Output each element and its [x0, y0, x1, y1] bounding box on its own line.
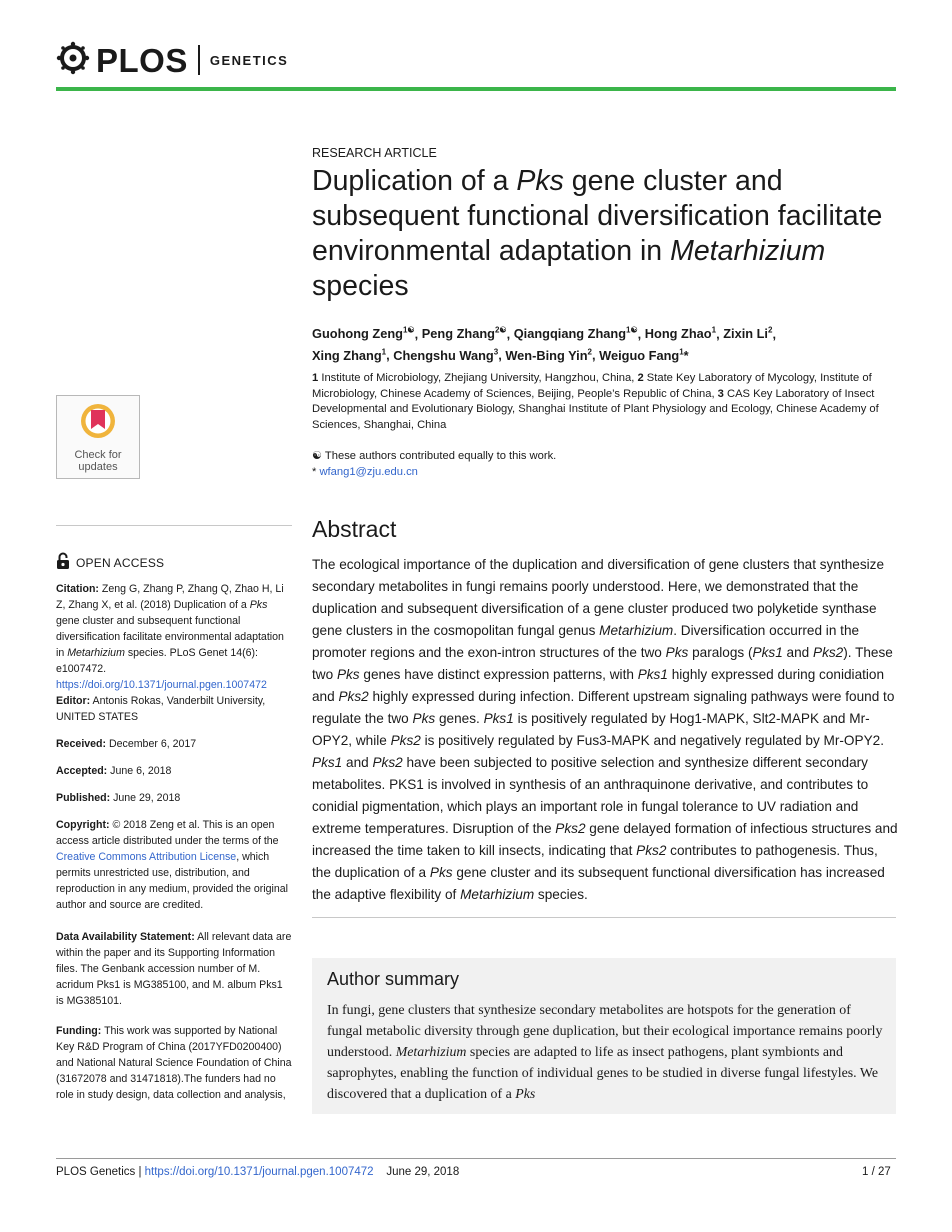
text-run: highly expressed during conidiation and	[312, 667, 885, 704]
text-run: Pks1	[637, 667, 668, 682]
author-name: Peng Zhang	[421, 326, 495, 342]
text-run: species. PLoS Genet 14(6): e1007472.	[56, 647, 258, 675]
field-label: Published:	[56, 792, 111, 804]
text-run: Pks2	[390, 733, 421, 748]
plos-emblem-icon	[56, 41, 90, 80]
affiliation-number: 1	[312, 372, 319, 384]
author	[312, 348, 386, 363]
corresponding-author	[312, 465, 418, 481]
article-title	[312, 164, 912, 304]
abstract-body	[312, 554, 900, 906]
text-run: Pks	[665, 645, 689, 660]
text-run: © 2018 Zeng et al. This is an open access article distributed under the terms of the	[56, 819, 279, 847]
title-part: species	[312, 270, 409, 302]
affiliation-text: State Key Laboratory of Mycology, Institute of Microbiology, Chinese Academy of Sciences, Beijing, People’s Republic of China,	[312, 372, 872, 400]
author	[422, 326, 507, 341]
text-run: Pks2	[636, 843, 667, 858]
open-lock-icon	[56, 552, 70, 573]
text-run: June 29, 2018	[110, 792, 181, 804]
affiliation-number: 3	[717, 387, 724, 400]
equal-contribution-note: ☯ These authors contributed equally to this work.	[312, 450, 557, 462]
text-run: paralogs (	[688, 645, 753, 660]
email-link[interactable]: wfang1@zju.edu.cn	[319, 466, 418, 478]
text-run: The ecological importance of the duplication and diversification of gene clusters that synthesize secondary metabolites in fungi remains poorly understood. Here, we demonstrated that the duplication and subsequent diversification of a gene cluster produced two polyketide synthase gene clusters in the cosmopolitan fungal genus	[312, 557, 885, 638]
text-run: Pks1	[483, 711, 514, 726]
sidebar-divider	[56, 525, 292, 526]
author	[505, 348, 592, 363]
author	[723, 326, 772, 341]
text-run: is positively regulated by Fus3-MAPK and negatively regulated by Mr-OPY2.	[420, 733, 884, 748]
text-run: Zeng G, Zhang P, Zhang Q, Zhao H, Li Z, Zhang X, et al. (2018) Duplication of a	[56, 583, 284, 611]
funding	[56, 1023, 292, 1103]
author-name: Wen-Bing Yin	[505, 347, 588, 363]
author-affiliation-mark: 1	[381, 347, 387, 357]
inline-link[interactable]: Creative Commons Attribution License	[56, 851, 237, 863]
author-name: Xing Zhang	[312, 347, 382, 363]
text-run: Pks2	[555, 821, 586, 836]
author-list: Guohong Zeng$^{1☯}$, Peng Zhang$^{2☯}$, Qiangqiang Zhang$^{1☯}$, Hong Zhao$^1$, Zixin Li$^2$, Xing Zhang$^1$, Chengshu Wang$^3$, Wen-Bing Yin$^2$, Weiguo Fang$^1$*	[312, 326, 777, 363]
author-affiliation-mark: 2	[587, 347, 592, 357]
text-run: Pks	[412, 711, 436, 726]
text-run: Antonis Rokas, Vanderbilt University, UNITED STATES	[56, 695, 266, 723]
text-run: highly expressed during infection. Different upstream signaling pathways were found to regulate the two	[312, 689, 895, 726]
author-affiliation-mark: 1	[711, 326, 717, 335]
footer-citation	[56, 1166, 459, 1178]
footer-doi-link[interactable]: https://doi.org/10.1371/journal.pgen.1007472	[144, 1166, 374, 1178]
text-run: ). These two	[312, 645, 893, 682]
text-run: Pks	[336, 667, 360, 682]
title-part: Duplication of a	[312, 165, 517, 197]
author-affiliation-mark: 2	[768, 326, 773, 335]
field-label: Citation:	[56, 583, 99, 595]
title-part-italic: Pks	[516, 165, 564, 197]
field-label: Editor:	[56, 695, 91, 707]
text-run: Pks	[429, 865, 453, 880]
text-run: Pks	[515, 1087, 536, 1102]
page-number: 1 / 27	[862, 1166, 891, 1178]
text-run: gene cluster and its subsequent functional diversification has increased the adaptive flexibility of	[312, 865, 885, 902]
text-run: species are adapted to life as insect pathogens, plant symbionts and saprophytes, enabling the function of individual genes to be studied in diverse fungal lifestyles. We discovered that a duplication of a	[327, 1045, 879, 1102]
footer-journal: PLOS Genetics |	[56, 1166, 145, 1178]
open-access-label: OPEN ACCESS	[76, 555, 165, 570]
data-availability	[56, 929, 292, 1009]
field-label: Copyright:	[56, 819, 110, 831]
text-run: Pks2	[813, 645, 844, 660]
author-summary-body	[327, 1000, 887, 1105]
author-affiliation-mark: 2☯	[494, 326, 507, 335]
text-run: Metarhizium	[395, 1045, 467, 1060]
text-run: Metarhizium	[599, 623, 674, 638]
abstract-divider	[312, 917, 896, 918]
text-run: Pks2	[372, 755, 403, 770]
text-run: , which permits unrestricted use, distribution, and reproduction in any medium, provided the original author and source are credited.	[56, 851, 289, 911]
abstract-heading: Abstract	[312, 516, 397, 542]
plos-logo[interactable]	[56, 40, 288, 80]
title-part: gene cluster and subsequent functional diversification facilitate environmental adaptation in	[312, 165, 883, 267]
text-run: gene cluster and subsequent functional diversification facilitate environmental adaptation in	[56, 615, 284, 659]
inline-link[interactable]: https://doi.org/10.1371/journal.pgen.1007472	[56, 679, 267, 691]
citation	[56, 581, 292, 693]
author-name: Zixin Li	[723, 326, 768, 342]
footer-date: June 29, 2018	[386, 1166, 460, 1178]
copyright	[56, 817, 292, 913]
published-date	[56, 790, 292, 806]
affiliation-text: CAS Key Laboratory of Insect Developmental and Evolutionary Biology, Shanghai Institute of Plant Physiology and Ecology, Chinese Academy of Sciences, Shanghai, China	[312, 387, 879, 432]
check-for-updates-badge[interactable]	[56, 395, 140, 479]
field-label: Data Availability Statement:	[56, 931, 195, 943]
author-affiliation-mark: 3	[493, 347, 499, 357]
author-name: Guohong Zeng	[312, 326, 403, 342]
author	[393, 348, 498, 363]
open-access-badge	[56, 552, 164, 573]
affiliation-number: 2	[637, 372, 644, 384]
footer-rule	[56, 1158, 896, 1159]
author	[599, 348, 689, 363]
text-run: Pks2	[338, 689, 369, 704]
corresponding-mark: *	[683, 347, 689, 363]
author-affiliation-mark: 1☯	[626, 326, 638, 335]
check-updates-icon	[79, 402, 117, 445]
text-run: is positively regulated by Hog1-MAPK, Slt2-MAPK and Mr-OPY2, while	[312, 711, 870, 748]
text-run: genes have distinct expression patterns, with	[359, 667, 638, 682]
author-name: Hong Zhao	[644, 326, 712, 342]
text-run: contributes to pathogenesis. Thus, the duplication of a	[312, 843, 878, 880]
affiliation-text: Institute of Microbiology, Zhejiang University, Hangzhou, China,	[318, 372, 638, 384]
author	[312, 326, 415, 341]
author	[645, 326, 716, 341]
text-run: December 6, 2017	[106, 738, 197, 750]
field-label: Accepted:	[56, 765, 108, 777]
corresponding-prefix: *	[312, 466, 320, 478]
header-rule	[56, 87, 896, 91]
editor	[56, 693, 292, 725]
text-run: genes.	[435, 711, 484, 726]
author-affiliation-mark: 1☯	[402, 326, 415, 335]
text-run: Pks1	[312, 755, 343, 770]
title-part-italic: Metarhizium	[670, 235, 826, 267]
text-run: and	[342, 755, 373, 770]
journal-name: GENETICS	[209, 52, 289, 68]
text-run: have been subjected to positive selection and synthesize different secondary metabolites. PKS1 is involved in synthesis of an anthraquinone derivative, and contributes to conidial pigmentation, which plays an important role in fungal tolerance to UV radiation and extreme temperatures. Disruption of the	[312, 755, 869, 836]
field-label: Funding:	[56, 1025, 102, 1037]
check-updates-label: Check for updates	[74, 449, 122, 473]
text-run: species.	[534, 887, 588, 902]
received-date	[56, 736, 292, 752]
logo-wordmark: PLOS	[96, 41, 188, 79]
article-type: RESEARCH ARTICLE	[312, 146, 437, 160]
field-label: Received:	[56, 738, 107, 750]
text-run: In fungi, gene clusters that synthesize secondary metabolites are hotspots for the generation of fungal metabolic diversity through gene duplication, but their ecological importance remains poorly understood.	[327, 1003, 883, 1060]
text-run: June 6, 2018	[107, 765, 172, 777]
text-run: gene delayed formation of infectious structures and increased the time taken to kill insects, indicating that	[312, 821, 898, 858]
author-name: Weiguo Fang	[599, 347, 680, 363]
author-name: Chengshu Wang	[393, 347, 494, 363]
text-run: This work was supported by National Key R&D Program of China (2017YFD0200400) and National Natural Science Foundation of China (31672078 and 31471818).The funders had no role in study design, data collection and analysis,	[56, 1025, 292, 1101]
text-run: All relevant data are within the paper and its Supporting Information files. The Genbank accession number of M. acridum Pks1 is MG385100, and M. album Pks1 is MG385101.	[56, 931, 292, 1007]
author-name: Qiangqiang Zhang	[513, 326, 627, 342]
logo-divider	[198, 45, 200, 75]
author	[514, 326, 638, 341]
text-run: Pks	[249, 599, 268, 611]
text-run: and	[782, 645, 813, 660]
author-summary-heading: Author summary	[327, 969, 460, 989]
accepted-date	[56, 763, 292, 779]
text-run: Metarhizium	[460, 887, 535, 902]
text-run: Metarhizium	[67, 647, 125, 659]
text-run: Pks1	[752, 645, 783, 660]
affiliations	[312, 371, 897, 434]
text-run: . Diversification occurred in the promoter regions and the exon-intron structures of the two	[312, 623, 860, 660]
author-affiliation-mark: 1	[679, 347, 684, 357]
